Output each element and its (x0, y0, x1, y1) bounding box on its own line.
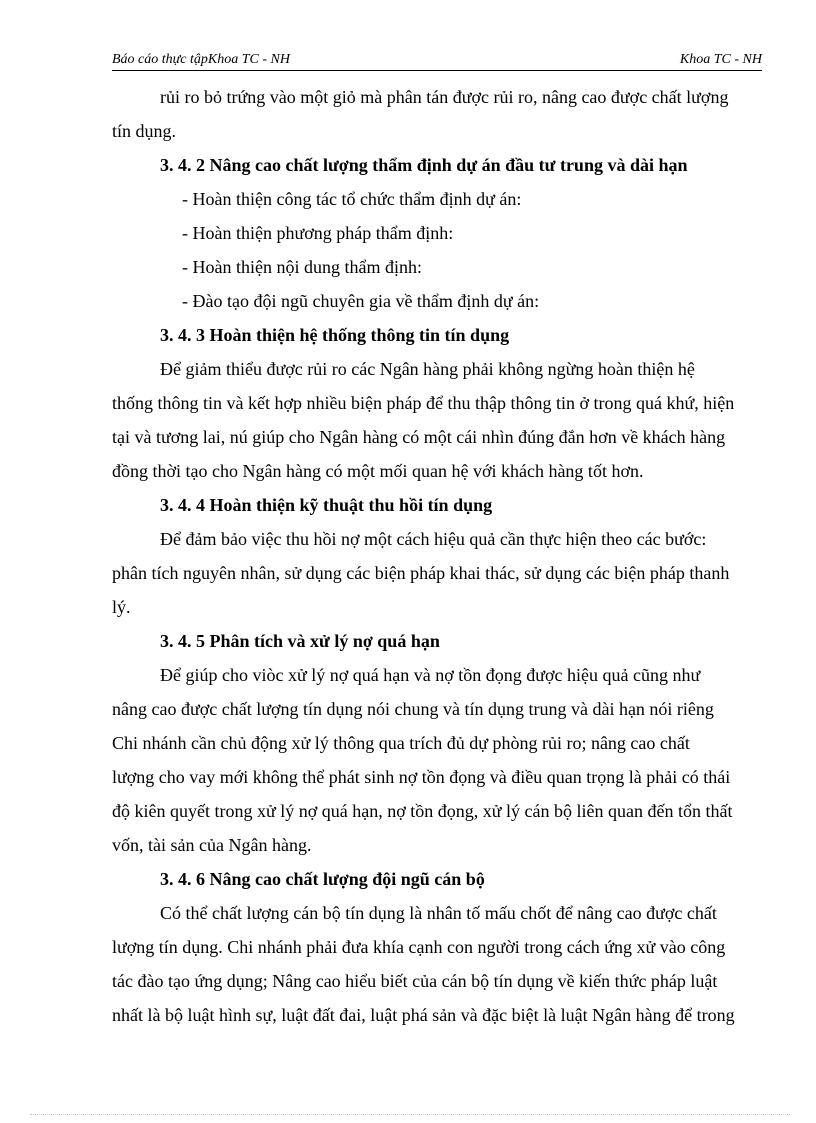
body-line: vốn, tài sản của Ngân hàng. (112, 835, 312, 855)
bullet-item: - Hoàn thiện nội dung thẩm định: (182, 257, 422, 277)
body-line: Có thể chất lượng cán bộ tín dụng là nhân tố mấu chốt để nâng cao được chất (160, 903, 717, 923)
section-heading: 3. 4. 4 Hoàn thiện kỹ thuật thu hồi tín dụng (160, 495, 493, 515)
body-line: Để giảm thiểu được rủi ro các Ngân hàng phải không ngừng hoàn thiện hệ (160, 359, 695, 379)
bullet-item: - Hoàn thiện công tác tổ chức thẩm định dự án: (182, 189, 522, 209)
body-line: Để đảm bảo việc thu hồi nợ một cách hiệu quả cần thực hiện theo các bước: (160, 529, 707, 549)
body-line: nâng cao được chất lượng tín dụng nói chung và tín dụng trung và dài hạn nói riêng (112, 699, 714, 719)
header-rule (112, 70, 762, 71)
body-line: tín dụng. (112, 121, 177, 141)
body-line: lượng cho vay mới không thể phát sinh nợ tồn đọng và điều quan trọng là phải có thái (112, 767, 731, 787)
body-line: tại và tương lai, nú giúp cho Ngân hàng có một cái nhìn đúng đắn hơn về khách hàng (112, 427, 726, 447)
section-heading: 3. 4. 3 Hoàn thiện hệ thống thông tin tín dụng (160, 325, 510, 345)
body-line: tác đào tạo ứng dụng; Nâng cao hiểu biết của cán bộ tín dụng về kiến thức pháp luật (112, 971, 718, 991)
body-line: đồng thời tạo cho Ngân hàng có một mối quan hệ với khách hàng tốt hơn. (112, 461, 644, 481)
bullet-item: - Hoàn thiện phương pháp thẩm định: (182, 223, 454, 243)
header-right-text: Khoa TC - NH (679, 52, 762, 67)
bullet-item: - Đào tạo đội ngũ chuyên gia về thẩm định dự án: (182, 291, 540, 311)
document-body (112, 80, 762, 1032)
body-line: phân tích nguyên nhân, sử dụng các biện pháp khai thác, sử dụng các biện pháp thanh (112, 563, 730, 583)
header-left-text: Báo cáo thực tậpKhoa TC - NH (112, 52, 290, 67)
body-line: độ kiên quyết trong xử lý nợ quá hạn, nợ tồn đọng, xử lý cán bộ liên quan đến tổn thất (112, 801, 733, 821)
body-line: nhất là bộ luật hình sự, luật đất đai, luật phá sản và đặc biệt là luật Ngân hàng để trong (112, 1005, 735, 1025)
section-heading: 3. 4. 5 Phân tích và xử lý nợ quá hạn (160, 631, 440, 651)
body-line: thống thông tin và kết hợp nhiều biện pháp để thu thập thông tin ở trong quá khứ, hiện (112, 393, 735, 413)
body-line: lý. (112, 597, 131, 617)
body-line: Chi nhánh cần chủ động xử lý thông qua trích đủ dự phòng rủi ro; nâng cao chất (112, 733, 690, 753)
section-heading: 3. 4. 6 Nâng cao chất lượng đội ngũ cán bộ (160, 869, 485, 889)
body-line: rủi ro bỏ trứng vào một giỏ mà phân tán được rủi ro, nâng cao được chất lượng (160, 87, 729, 107)
section-heading: 3. 4. 2 Nâng cao chất lượng thẩm định dự án đầu tư trung và dài hạn (160, 155, 688, 175)
body-line: Để giúp cho viòc xử lý nợ quá hạn và nợ tồn đọng được hiệu quả cũng như (160, 665, 701, 685)
body-line: lượng tín dụng. Chi nhánh phải đưa khía cạnh con người trong cách ứng xử vào công (112, 937, 726, 957)
footer-dotted-rule (30, 1114, 790, 1115)
page-header (112, 52, 762, 68)
